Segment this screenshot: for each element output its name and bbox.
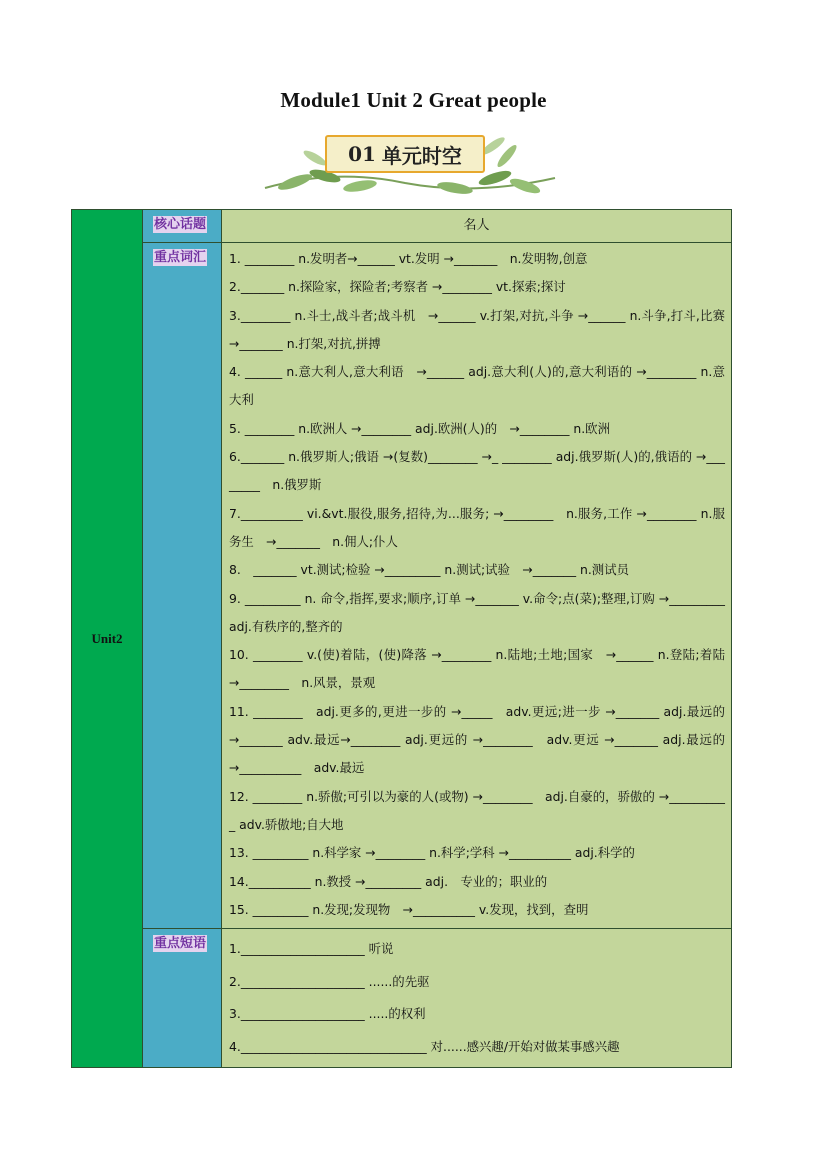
phrase-label: 重点短语: [154, 936, 207, 952]
vocab-item: 9. _________ n. 命令,指挥,要求;顺序,订单 →_______ v.命令;点(菜);整理,订购 →_________ adj.有秩序的,整齐的: [229, 590, 725, 634]
phrase-list: [222, 929, 731, 1067]
vocab-label-cell: [143, 243, 222, 929]
phrase-label-cell: [143, 929, 222, 1068]
vocab-item: 4. ______ n.意大利人,意大利语 →______ adj.意大利(人)的,意大利语的 →________ n.意大利: [229, 364, 725, 408]
vocab-item: 7.__________ vi.&vt.服役,服务,招待,为...服务; →________ n.服务,工作 →________ n.服务生 →_______ n.佣人;仆人: [229, 505, 725, 549]
page-title: Module1 Unit 2 Great people: [280, 88, 547, 112]
phrase-item: 2.____________________ ......的先驱: [229, 973, 430, 989]
phrase-item: 3.____________________ .....的权利: [229, 1006, 426, 1022]
vocab-item: 6._______ n.俄罗斯人;俄语 →(复数)________ →_ ________ adj.俄罗斯(人)的,俄语的 →________ n.俄罗斯: [229, 449, 725, 493]
vocab-item: 3.________ n.斗士,战斗者;战斗机 →______ v.打架,对抗,斗争 →______ n.斗争,打斗,比赛 →_______ n.打架,对抗,拼搏: [229, 307, 738, 351]
vocab-item: 11. ________ adj.更多的,更进一步的 →_____ adv.更远;进一步 →_______ adj.最远的 →_______ adv.最远→________ adj.更远的 →________ adv.更远 →_______ adj.最远的 →__________ adv.最远: [229, 703, 750, 776]
vocab-table: [71, 209, 750, 1068]
vocab-item: 10. ________ v.(使)着陆，(使)降落 →________ n.陆地;土地;国家 →______ n.登陆;着陆 →________ n.风景，景观: [229, 647, 738, 691]
phrase-cell: [222, 929, 732, 1068]
topic-text: 名人: [463, 218, 490, 233]
topic-label-cell: [143, 210, 222, 243]
topic-label: 核心话题: [154, 217, 207, 232]
phrase-item: 1.____________________ 听说: [229, 941, 394, 957]
unit-cell: Unit2: [72, 210, 143, 1068]
topic-cell: [222, 210, 732, 243]
vocab-label: 重点词汇: [154, 250, 207, 265]
vocab-item: 15. _________ n.发现;发现物 →__________ v.发现，找到，查明: [229, 901, 589, 917]
banner-text: 单元时空: [381, 143, 462, 168]
vocab-cell: [222, 243, 750, 929]
banner-number: 01: [348, 142, 376, 166]
vocab-item: 13. _________ n.科学家 →________ n.科学;学科 →__________ adj.科学的: [229, 845, 635, 861]
vocab-item: 2._______ n.探险家，探险者;考察者 →________ vt.探索;探讨: [229, 279, 566, 295]
vocab-list: [222, 243, 750, 928]
banner-box: [325, 135, 485, 173]
vocab-item: 12. ________ n.骄傲;可引以为豪的人(或物) →________ adj.自豪的，骄傲的 →__________ adv.骄傲地;自大地: [229, 788, 725, 832]
vocab-item: 14.__________ n.教授 →_________ adj. 专业的；职业的: [229, 873, 548, 889]
vocab-item: 8. _______ vt.测试;检验 →_________ n.测试;试验 →_______ n.测试员: [229, 562, 629, 578]
phrase-item: 4.______________________________ 对......感兴趣/开始对做某事感兴趣: [229, 1038, 620, 1054]
vocab-item: 5. ________ n.欧洲人 →________ adj.欧洲(人)的 →________ n.欧洲: [229, 420, 610, 436]
vocab-item: 1. ________ n.发明者→______ vt.发明 →_______ n.发明物,创意: [229, 251, 588, 266]
section-banner: [255, 128, 565, 200]
